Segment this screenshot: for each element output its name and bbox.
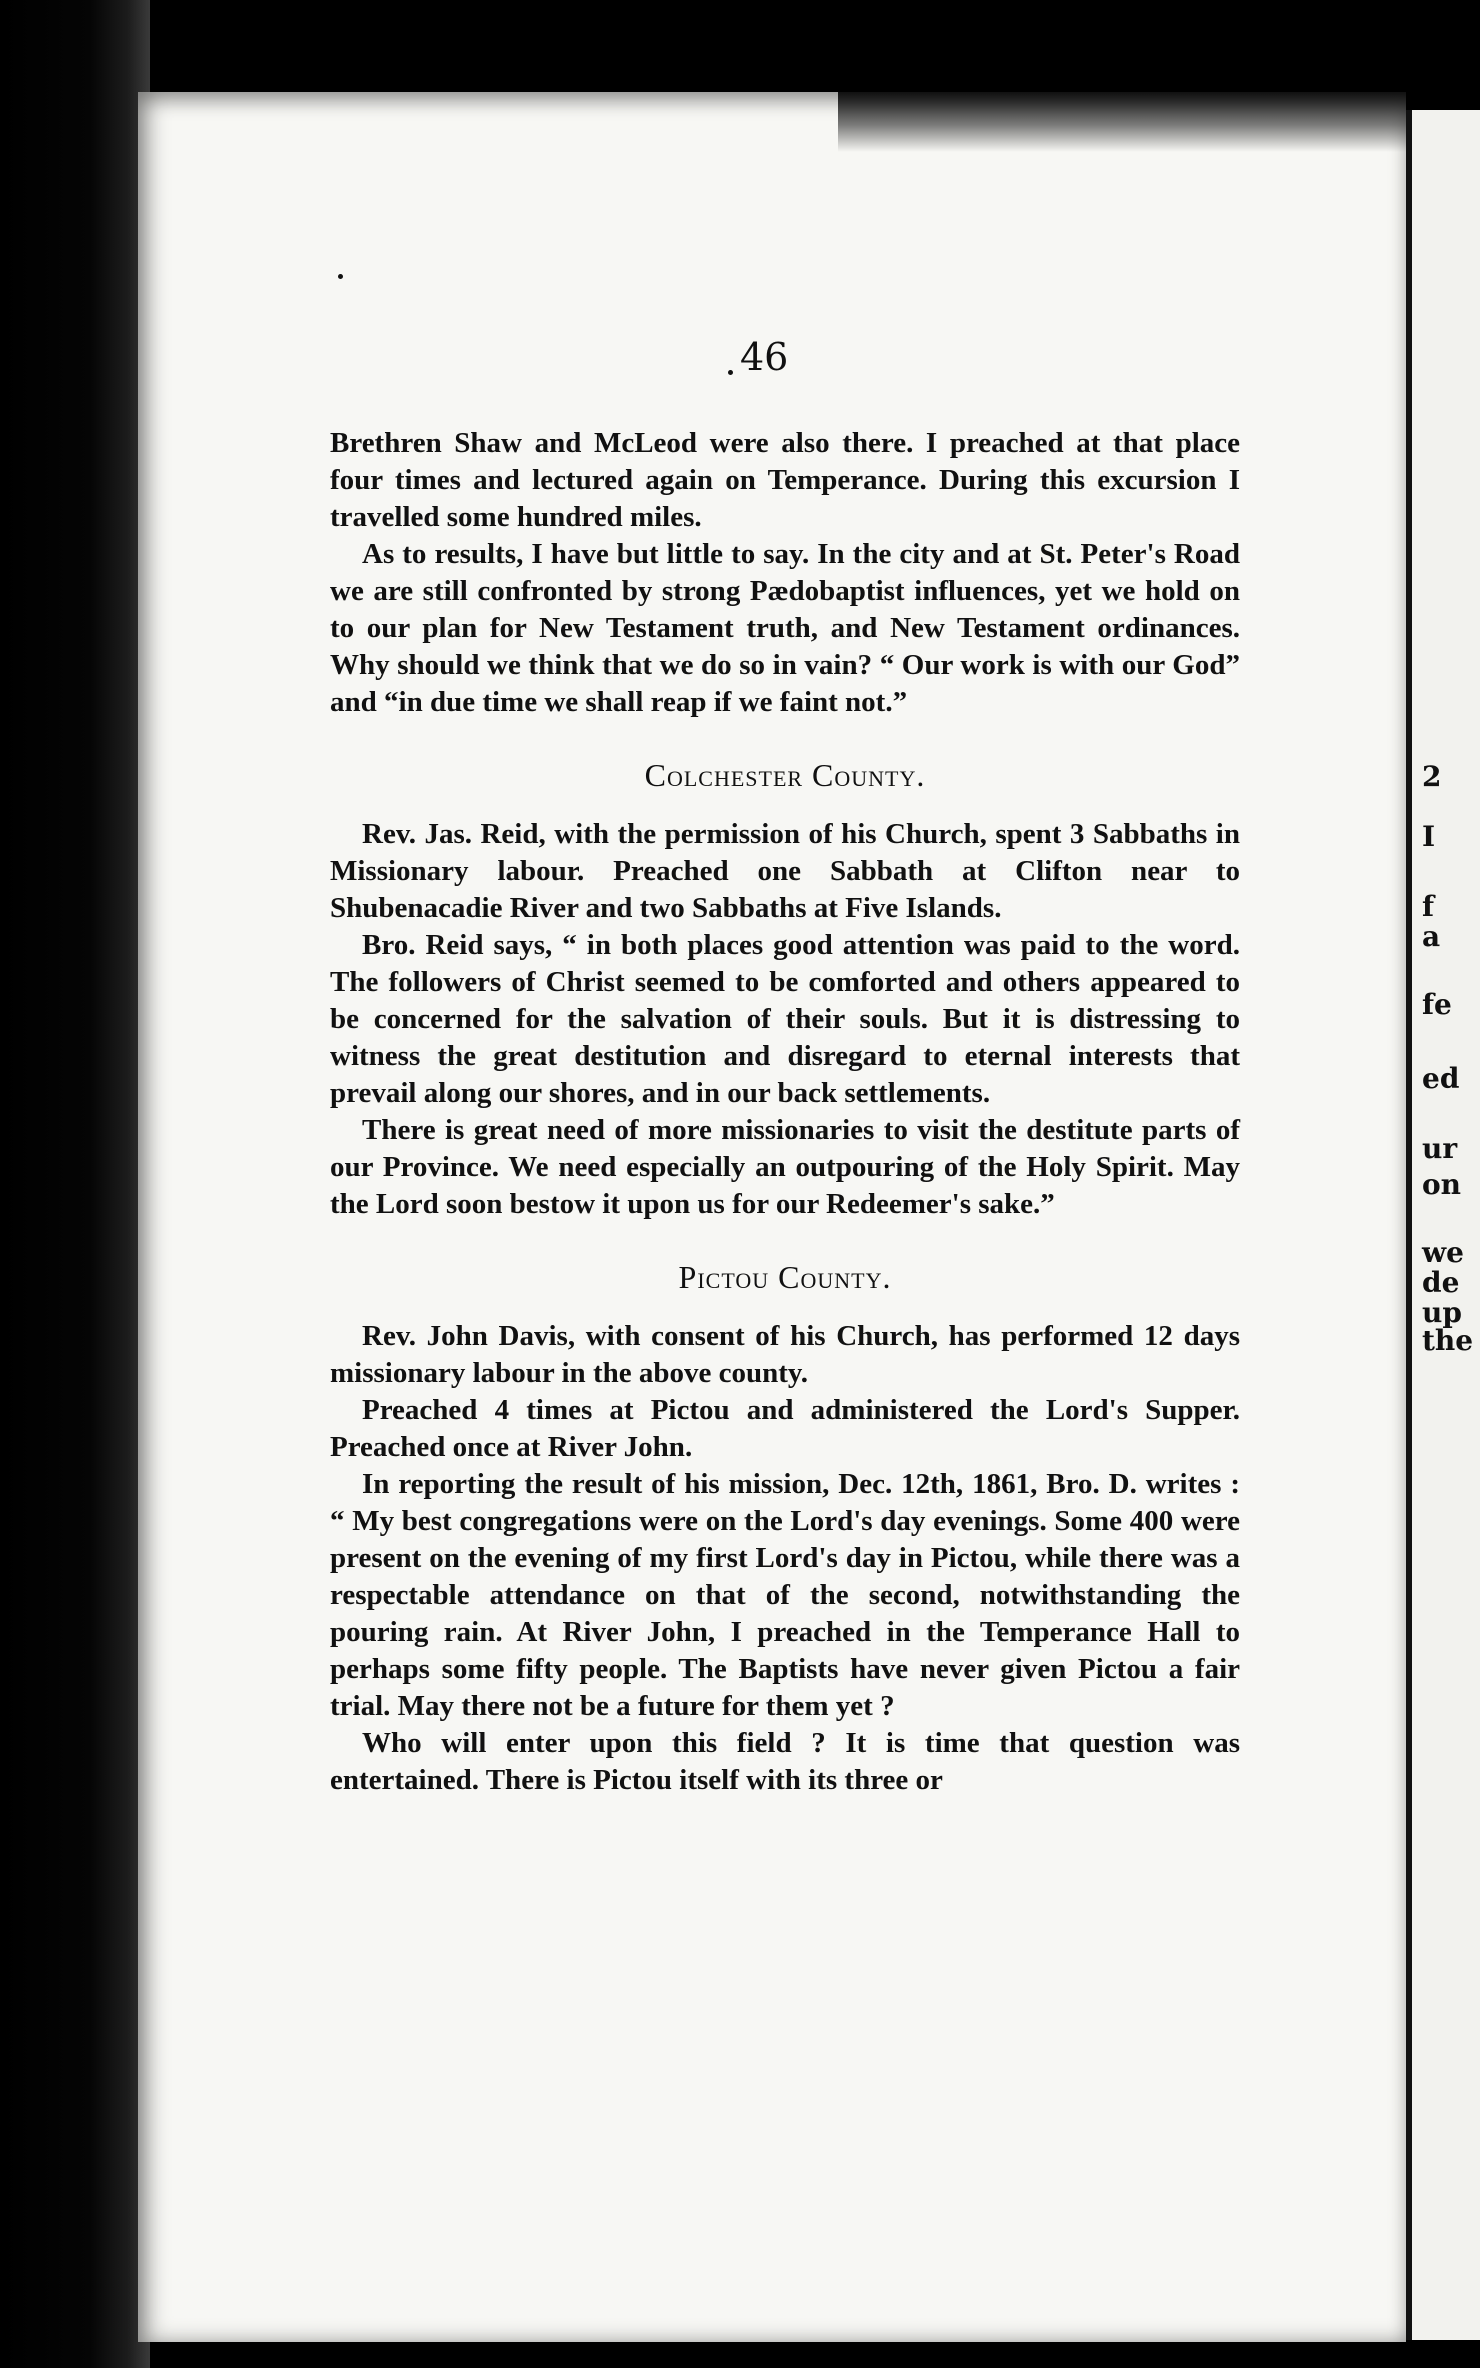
paragraph: There is great need of more missionaries to visit the destitute parts of our Province. We need especially an outpouring of the Holy Spirit. May the Lord soon bestow it upon us for our Redeemer's sake.” — [330, 1114, 1240, 1220]
adjacent-fragment: on — [1422, 1168, 1462, 1201]
section-heading-colchester: Colchester County. — [644, 757, 926, 793]
paragraph: Brethren Shaw and McLeod were also there. I preached at that place four times and lectured again on Temperance. During this excursion I travelled some hundred miles. — [330, 427, 1240, 533]
adjacent-page-edge — [1406, 110, 1480, 2340]
page-number: 46 — [740, 335, 789, 379]
speck — [338, 274, 343, 279]
adjacent-fragment: ed — [1422, 1062, 1460, 1095]
adjacent-fragment: ur — [1422, 1132, 1458, 1165]
adjacent-fragment: 2 — [1422, 760, 1442, 793]
adjacent-fragment: up — [1422, 1296, 1462, 1329]
page-curl-shadow — [838, 92, 1406, 152]
paragraph: As to results, I have but little to say. In the city and at St. Peter's Road we are still confronted by strong Pædobaptist influences, yet we hold on to our plan for New Testament truth, and New Testament ordinances. Why should we think that we do so in vain? “ Our work is with our God” and “in due time we shall reap if we faint not.” — [330, 538, 1240, 718]
adjacent-fragment: the — [1422, 1324, 1474, 1357]
adjacent-fragment: fe — [1422, 988, 1452, 1021]
adjacent-fragment: a — [1422, 920, 1441, 953]
adjacent-fragment: we — [1422, 1236, 1464, 1269]
paragraph: Rev. John Davis, with consent of his Church, has performed 12 days missionary labour in the above county. — [330, 1320, 1240, 1389]
speck — [728, 370, 733, 375]
adjacent-fragment: de — [1422, 1266, 1460, 1299]
paragraph: Preached 4 times at Pictou and administered the Lord's Supper. Preached once at River John. — [330, 1394, 1240, 1463]
book-binding-edge — [0, 0, 150, 2368]
section-heading-pictou: Pictou County. — [678, 1259, 892, 1295]
paragraph: Bro. Reid says, “ in both places good attention was paid to the word. The followers of Christ seemed to be comforted and others appeared to be concerned for the salvation of their souls. But it is distressing to witness the great destitution and disregard to eternal interests that prevail along our shores, and in our back settlements. — [330, 929, 1240, 1109]
paragraph: In reporting the result of his mission, Dec. 12th, 1861, Bro. D. writes : “ My best congregations were on the Lord's day evenings. Some 400 were present on the evening of my first Lord's day in Pictou, while there was a respectable attendance on that of the second, notwithstanding the pouring rain. At River John, I preached in the Temperance Hall to perhaps some fifty people. The Baptists have never given Pictou a fair trial. May there not be a future for them yet ? — [330, 1468, 1240, 1722]
page-body-text — [330, 425, 1240, 1799]
paragraph: Who will enter upon this field ? It is time that question was entertained. There is Pictou itself with its three or — [330, 1727, 1240, 1796]
adjacent-fragment: f — [1422, 890, 1435, 923]
adjacent-fragment: I — [1422, 820, 1436, 853]
paragraph: Rev. Jas. Reid, with the permission of his Church, spent 3 Sabbaths in Missionary labour. Preached one Sabbath at Clifton near to Shubenacadie River and two Sabbaths at Five Islands. — [330, 818, 1240, 924]
